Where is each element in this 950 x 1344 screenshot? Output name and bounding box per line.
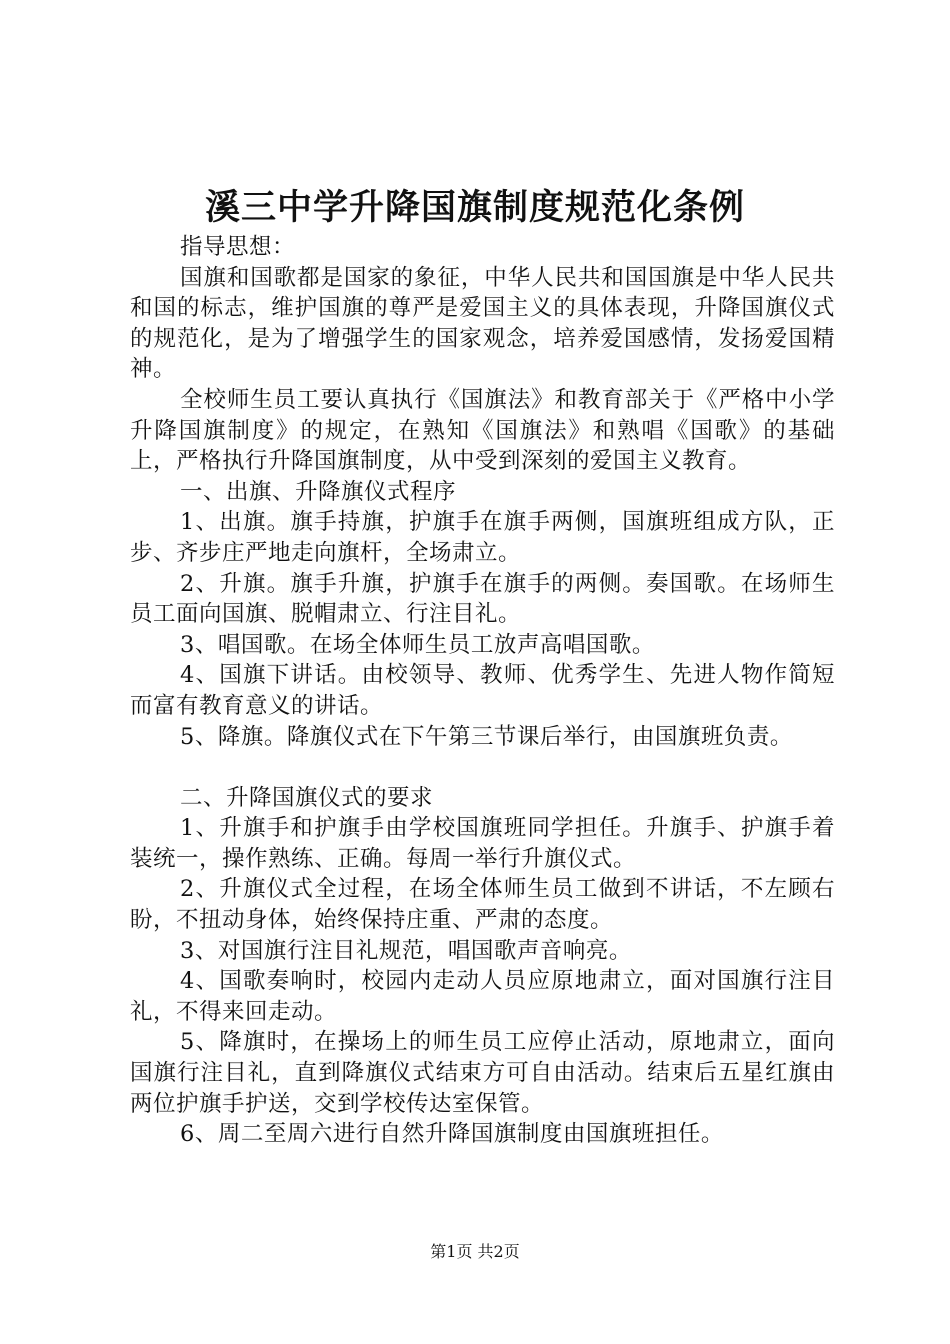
procedure-item: 4、国旗下讲话。由校领导、教师、优秀学生、先进人物作简短而富有教育意义的讲话。 xyxy=(130,662,835,719)
document-title: 溪三中学升降国旗制度规范化条例 xyxy=(204,187,745,228)
section-heading-requirements: 二、升降国旗仪式的要求 xyxy=(180,784,434,811)
procedure-item: 1、出旗。旗手持旗，护旗手在旗手两侧，国旗班组成方队，正步、齐步庄严地走向旗杆，全场肃立。 xyxy=(130,509,835,566)
requirement-item: 2、升旗仪式全过程，在场全体师生员工做到不讲话，不左顾右盼，不扭动身体，始终保持庄重、严肃的态度。 xyxy=(130,876,835,934)
requirement-item: 4、国歌奏响时，校园内走动人员应原地肃立，面对国旗行注目礼，不得来回走动。 xyxy=(130,968,835,1025)
section-heading-procedure: 一、出旗、升降旗仪式程序 xyxy=(180,478,457,505)
requirement-item: 5、降旗时，在操场上的师生员工应停止活动，原地肃立，面向国旗行注目礼，直到降旗仪式结束方可自由活动。结束后五星红旗由两位护旗手护送，交到学校传达室保管。 xyxy=(130,1029,835,1117)
procedure-item: 3、唱国歌。在场全体师生员工放声高唱国歌。 xyxy=(180,631,655,658)
page-footer: 第1页 共2页 xyxy=(430,1242,520,1261)
paragraph-guiding-thought-heading: 指导思想： xyxy=(180,234,296,260)
procedure-item: 5、降旗。降旗仪式在下午第三节课后举行，由国旗班负责。 xyxy=(180,723,793,750)
requirement-item: 3、对国旗行注目礼规范，唱国歌声音响亮。 xyxy=(180,937,632,964)
procedure-item: 2、升旗。旗手升旗，护旗手在旗手的两侧。奏国歌。在场师生员工面向国旗、脱帽肃立、行注目礼。 xyxy=(130,570,835,628)
paragraph-guiding-thought: 国旗和国歌都是国家的象征，中华人民共和国国旗是中华人民共和国的标志，维护国旗的尊严是爱国主义的具体表现，升降国旗仪式的规范化，是为了增强学生的国家观念，培养爱国感情，发扬爱国精神。 xyxy=(130,264,835,383)
blank-line xyxy=(130,752,835,783)
requirement-item: 6、周二至周六进行自然升降国旗制度由国旗班担任。 xyxy=(180,1121,724,1148)
requirement-item: 1、升旗手和护旗手由学校国旗班同学担任。升旗手、护旗手着装统一，操作熟练、正确。每周一举行升旗仪式。 xyxy=(130,815,835,872)
document-body xyxy=(130,232,835,1150)
paragraph-implementation: 全校师生员工要认真执行《国旗法》和教育部关于《严格中小学升降国旗制度》的规定，在熟知《国旗法》和熟唱《国歌》的基础上，严格执行升降国旗制度，从中受到深刻的爱国主义教育。 xyxy=(130,386,835,475)
